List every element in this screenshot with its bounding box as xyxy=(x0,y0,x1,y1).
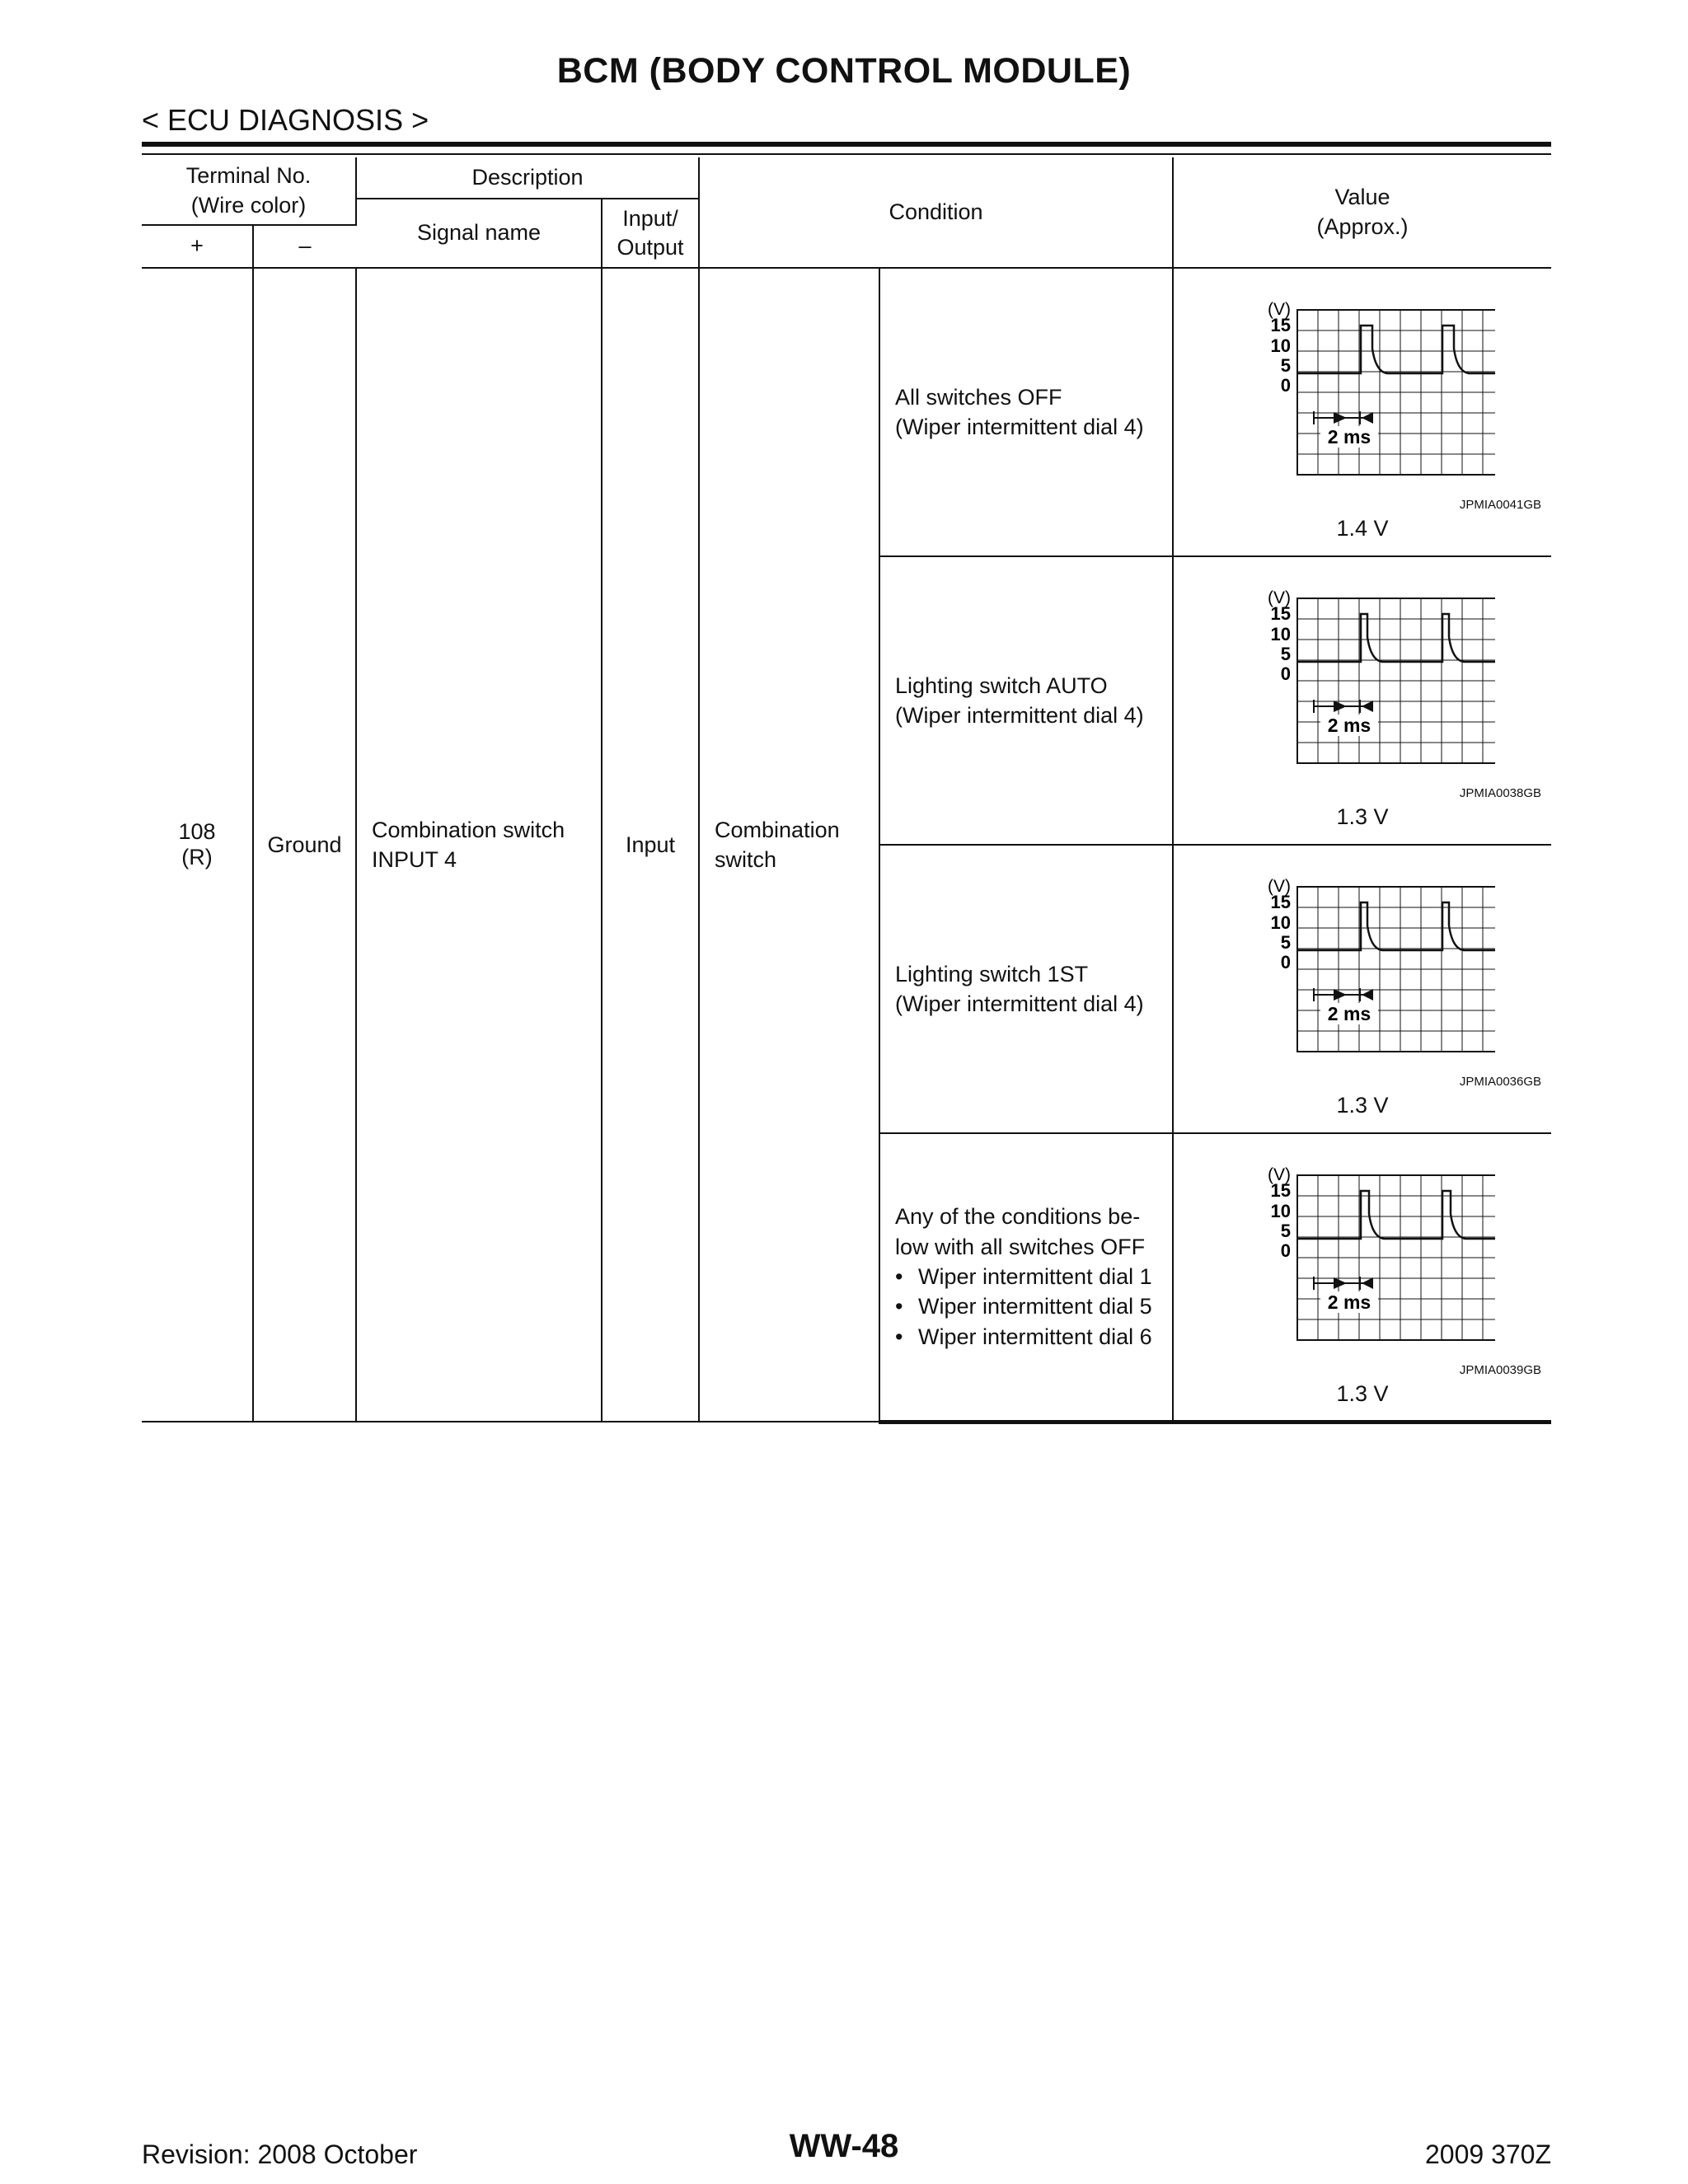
value-header xyxy=(1173,157,1551,268)
input-output-label-2: Output xyxy=(617,235,684,260)
footer-revision: Revision: 2008 October xyxy=(142,2139,418,2169)
approx-label: (Approx.) xyxy=(1316,213,1409,239)
terminal-no-header xyxy=(142,157,356,225)
y-tick-label: 0 xyxy=(1280,663,1292,684)
condition-header: Condition xyxy=(699,157,1173,268)
approx-value: 1.3 V xyxy=(1336,804,1389,829)
minus-header: – xyxy=(253,225,356,268)
signal-name-line-1: Combination switch xyxy=(372,817,565,842)
waveform-trace xyxy=(1297,614,1495,662)
time-scale-label: 2 ms xyxy=(1327,426,1372,448)
value-cell xyxy=(1173,845,1551,1133)
condition-cell xyxy=(879,556,1173,845)
time-scale-arrow xyxy=(1362,701,1373,712)
time-scale-label: 2 ms xyxy=(1327,1291,1372,1313)
list-item: • Wiper intermittent dial 6 xyxy=(895,1322,1172,1352)
condition-line-1: All switches OFF xyxy=(895,384,1062,410)
input-output-label-1: Input/ xyxy=(622,205,678,231)
condition-group-line-2: switch xyxy=(715,847,777,872)
terminal-minus-cell: Ground xyxy=(253,268,356,1422)
y-tick-label: 5 xyxy=(1280,355,1292,376)
list-item: • Wiper intermittent dial 1 xyxy=(895,1262,1172,1291)
y-tick-label: 15 xyxy=(1270,1180,1292,1201)
description-header: Description xyxy=(356,157,699,199)
time-scale-label: 2 ms xyxy=(1327,715,1372,736)
time-scale-arrow xyxy=(1362,1277,1373,1289)
y-unit-label: (V) xyxy=(1268,877,1292,896)
time-scale-arrow xyxy=(1334,412,1347,424)
time-scale-label: 2 ms xyxy=(1327,1003,1372,1024)
figure-code: JPMIA0039GB xyxy=(1459,1363,1542,1377)
time-scale-arrow xyxy=(1334,989,1347,1001)
y-tick-label: 5 xyxy=(1280,1221,1292,1241)
terminal-number: 108 xyxy=(178,819,216,844)
time-scale-arrow xyxy=(1334,701,1347,712)
header-rule-thick xyxy=(142,142,1551,147)
time-scale-arrow xyxy=(1362,412,1373,424)
y-tick-label: 10 xyxy=(1270,335,1292,356)
wire-color-label: (Wire color) xyxy=(190,192,307,218)
time-scale-arrow xyxy=(1362,989,1373,1001)
approx-value: 1.3 V xyxy=(1336,1381,1389,1406)
condition-line-1: Lighting switch AUTO xyxy=(895,673,1108,698)
condition-cell xyxy=(879,1133,1173,1422)
condition-cell xyxy=(879,845,1173,1133)
figure-code: JPMIA0036GB xyxy=(1459,1075,1542,1089)
time-scale-arrow xyxy=(1334,1277,1347,1289)
condition-line-1: Lighting switch 1ST xyxy=(895,961,1089,987)
header-rule-thin xyxy=(142,153,1551,155)
y-tick-label: 10 xyxy=(1270,624,1292,644)
waveform-trace xyxy=(1297,902,1495,950)
value-label: Value xyxy=(1334,185,1390,210)
y-unit-label: (V) xyxy=(1268,300,1292,319)
signal-name-header: Signal name xyxy=(356,199,602,268)
terminal-plus-cell xyxy=(142,268,253,1422)
footer-page-id: WW-48 xyxy=(789,2128,899,2164)
figure-code: JPMIA0041GB xyxy=(1459,498,1542,512)
y-tick-label: 10 xyxy=(1270,912,1292,933)
value-cell xyxy=(1173,556,1551,845)
approx-value: 1.4 V xyxy=(1336,516,1389,541)
plus-header: + xyxy=(142,225,253,268)
condition-group-line-1: Combination xyxy=(715,817,840,842)
y-tick-label: 10 xyxy=(1270,1201,1292,1221)
signal-name-cell xyxy=(356,268,602,1422)
y-tick-label: 15 xyxy=(1270,315,1292,335)
y-unit-label: (V) xyxy=(1268,588,1292,607)
condition-line-1: Any of the conditions be- xyxy=(895,1204,1141,1230)
y-tick-label: 5 xyxy=(1280,932,1292,953)
header-row-1 xyxy=(142,157,1551,199)
waveform-chart xyxy=(1223,877,1495,1066)
terminal-no-label: Terminal No. xyxy=(185,163,312,189)
value-cell xyxy=(1173,1133,1551,1422)
signal-name-line-2: INPUT 4 xyxy=(372,847,457,872)
y-unit-label: (V) xyxy=(1268,1165,1292,1184)
y-tick-label: 5 xyxy=(1280,644,1292,664)
page-title: BCM (BODY CONTROL MODULE) xyxy=(556,51,1132,91)
list-item: • Wiper intermittent dial 5 xyxy=(895,1291,1172,1321)
waveform-chart xyxy=(1223,300,1495,490)
y-tick-label: 0 xyxy=(1280,375,1292,396)
terminal-spec-table xyxy=(142,157,1551,1424)
input-output-header xyxy=(602,199,699,268)
y-tick-label: 15 xyxy=(1270,603,1292,624)
condition-line-2: low with all switches OFF xyxy=(895,1234,1146,1259)
condition-group-cell xyxy=(699,268,879,1422)
condition-line-2: (Wiper intermittent dial 4) xyxy=(895,703,1144,728)
footer-model: 2009 370Z xyxy=(1424,2139,1551,2169)
waveform-chart xyxy=(1223,1165,1495,1355)
y-tick-label: 0 xyxy=(1280,1240,1292,1261)
io-cell: Input xyxy=(602,268,699,1422)
wire-color: (R) xyxy=(181,845,213,869)
condition-bullet-list xyxy=(895,1262,1172,1352)
figure-code: JPMIA0038GB xyxy=(1459,786,1542,800)
waveform-chart xyxy=(1223,588,1495,778)
y-tick-label: 0 xyxy=(1280,952,1292,972)
condition-line-2: (Wiper intermittent dial 4) xyxy=(895,991,1144,1016)
table-row xyxy=(142,268,1551,556)
condition-line-2: (Wiper intermittent dial 4) xyxy=(895,415,1144,439)
y-tick-label: 15 xyxy=(1270,892,1292,912)
condition-cell xyxy=(879,268,1173,556)
value-cell xyxy=(1173,268,1551,556)
waveform-trace xyxy=(1297,326,1495,373)
approx-value: 1.3 V xyxy=(1336,1093,1389,1118)
waveform-trace xyxy=(1297,1191,1495,1239)
section-label: < ECU DIAGNOSIS > xyxy=(142,103,429,137)
